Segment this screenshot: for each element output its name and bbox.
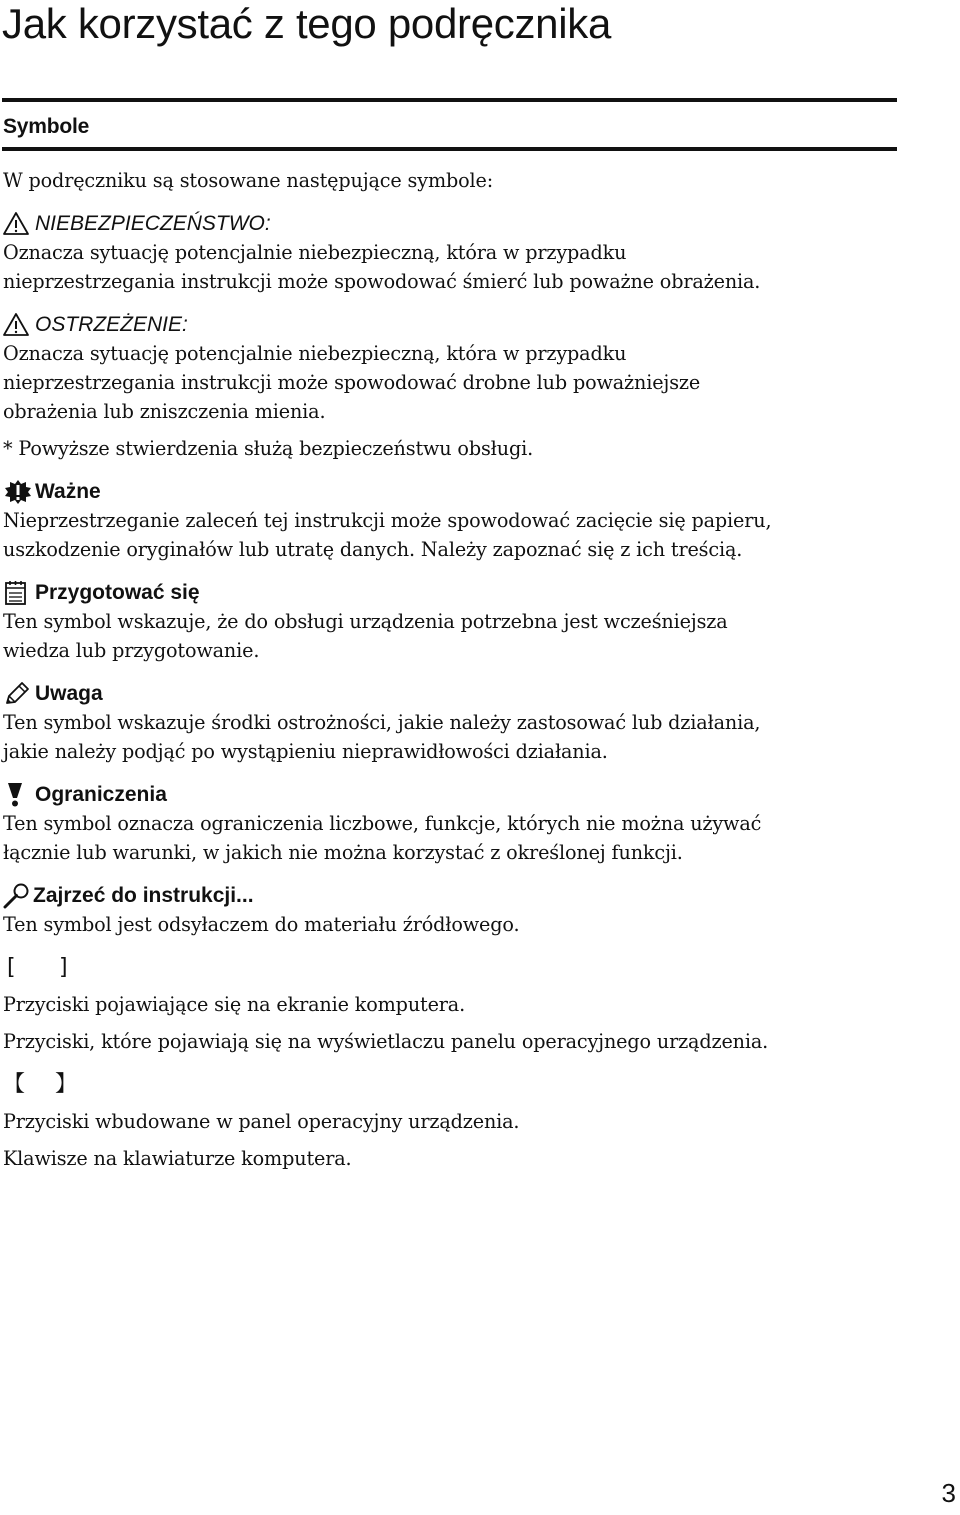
square-brackets-line: Przyciski pojawiające się na ekranie komputera. [3, 993, 466, 1016]
section-rule-top [2, 98, 897, 102]
preparation-line: Ten symbol wskazuje, że do obsługi urządzenia potrzebna jest wcześniejsza [3, 610, 728, 633]
intro-text: W podręczniku są stosowane następujące symbole: [3, 169, 494, 192]
exclamation-icon [3, 782, 31, 808]
reference-line: Ten symbol jest odsyłaczem do materiału źródłowego. [3, 913, 520, 936]
magnifier-icon [3, 883, 31, 909]
danger-heading [3, 210, 903, 238]
notepad-icon [3, 580, 31, 606]
note-label: Uwaga [35, 682, 103, 705]
close-bracket: 】 [55, 1072, 78, 1097]
preparation-label: Przygotować się [35, 581, 200, 604]
important-badge-icon [3, 479, 33, 505]
open-bracket: 【 [3, 1072, 26, 1097]
note-heading [3, 680, 903, 708]
reference-label: Zajrzeć do instrukcji... [33, 884, 254, 907]
lenticular-brackets-line: Klawisze na klawiaturze komputera. [3, 1147, 352, 1170]
reference-heading [3, 882, 903, 910]
pencil-icon [3, 681, 31, 707]
note-line: Ten symbol wskazuje środki ostrożności, jakie należy zastosować lub działania, [3, 711, 761, 734]
warning-triangle-icon [3, 211, 31, 237]
warning-triangle-icon [3, 312, 31, 338]
page-title: Jak korzystać z tego podręcznika [2, 0, 612, 47]
limitation-line: Ten symbol oznacza ograniczenia liczbowe, funkcje, których nie można używać [3, 812, 762, 835]
important-line: Nieprzestrzeganie zaleceń tej instrukcji może spowodować zacięcie się papieru, [3, 509, 772, 532]
warning-label: OSTRZEŻENIE: [35, 313, 188, 336]
note-line: jakie należy podjąć po wystąpieniu nieprawidłowości działania. [3, 740, 608, 763]
square-brackets-symbol [3, 954, 903, 982]
important-line: uszkodzenie oryginałów lub utratę danych. Należy zapoznać się z ich treścią. [3, 538, 743, 561]
preparation-line: wiedza lub przygotowanie. [3, 639, 260, 662]
close-bracket: ] [59, 955, 68, 980]
lenticular-brackets-symbol [3, 1071, 903, 1099]
limitation-heading [3, 781, 903, 809]
symbol-list [3, 166, 903, 1173]
section-title: Symbole [3, 115, 90, 138]
open-bracket: [ [7, 955, 16, 980]
danger-line: nieprzestrzegania instrukcji może spowodować śmierć lub poważne obrażenia. [3, 270, 761, 293]
safety-footnote: * Powyższe stwierdzenia służą bezpieczeństwu obsługi. [3, 437, 534, 460]
limitation-line: łącznie lub warunki, w jakich nie można korzystać z określonej funkcji. [3, 841, 683, 864]
warning-line: Oznacza sytuację potencjalnie niebezpieczną, która w przypadku [3, 342, 627, 365]
danger-line: Oznacza sytuację potencjalnie niebezpieczną, która w przypadku [3, 241, 627, 264]
section-rule-bottom [2, 147, 897, 151]
important-heading [3, 478, 903, 506]
warning-line: obrażenia lub zniszczenia mienia. [3, 400, 326, 423]
warning-line: nieprzestrzegania instrukcji może spowodować drobne lub poważniejsze [3, 371, 701, 394]
preparation-heading [3, 579, 903, 607]
warning-heading [3, 311, 903, 339]
lenticular-brackets-line: Przyciski wbudowane w panel operacyjny urządzenia. [3, 1110, 520, 1133]
important-label: Ważne [35, 480, 101, 503]
square-brackets-line: Przyciski, które pojawiają się na wyświetlaczu panelu operacyjnego urządzenia. [3, 1030, 769, 1053]
danger-label: NIEBEZPIECZEŃSTWO: [35, 212, 271, 235]
limitation-label: Ograniczenia [35, 783, 167, 806]
page-number: 3 [941, 1478, 956, 1508]
